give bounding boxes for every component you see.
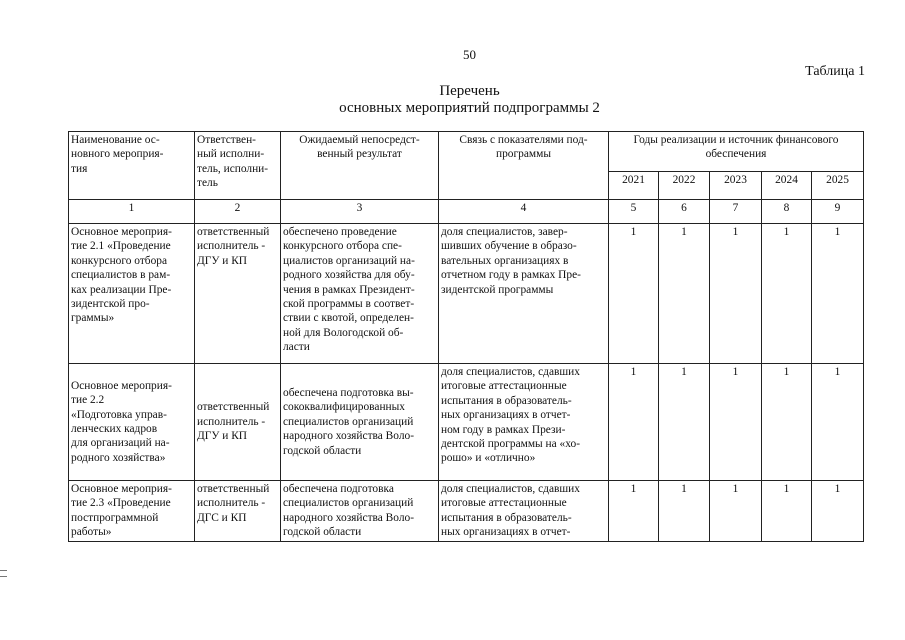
year-value: 1 bbox=[609, 224, 659, 364]
column-numbers-row bbox=[69, 200, 864, 224]
column-number: 8 bbox=[762, 200, 812, 224]
header-year: 2023 bbox=[710, 172, 762, 200]
activity-name: Основное мероприя- тие 2.2 «Подготовка управ- ленческих кадров для организаций на- родного хозяйства» bbox=[69, 364, 195, 481]
year-value: 1 bbox=[762, 224, 812, 364]
column-number: 5 bbox=[609, 200, 659, 224]
year-value: 1 bbox=[710, 364, 762, 481]
expected-result: обеспечена подготовка специалистов организаций народного хозяйства Воло- годской области bbox=[283, 483, 415, 539]
expected-result: обеспечено проведение конкурсного отбора спе- циалистов организаций на- родного хозяйства для обу- чения в рамках Президент- ской программы в соответ- ствии с квотой, определен- ной для Вологодской об- ласти bbox=[281, 224, 439, 364]
year-value: 1 bbox=[812, 224, 864, 364]
year-value: 1 bbox=[609, 481, 659, 542]
year-value: 1 bbox=[710, 481, 762, 542]
margin-mark bbox=[0, 570, 7, 571]
year-value: 1 bbox=[812, 364, 864, 481]
header-executor: Ответствен- ный исполни- тель, исполни- тель bbox=[195, 132, 281, 200]
header-expected-result: Ожидаемый непосредст- венный результат bbox=[281, 132, 439, 200]
year-value: 1 bbox=[659, 481, 710, 542]
column-number: 7 bbox=[710, 200, 762, 224]
activity-name: Основное мероприя- тие 2.3 «Проведение постпрограммной работы» bbox=[71, 483, 172, 539]
indicator-link: доля специалистов, завер- шивших обучение в образо- вательных организациях в отчетном году в рамках Пре- зидентской программы bbox=[439, 224, 609, 364]
activity-name: Основное мероприя- тие 2.1 «Проведение конкурсного отбора специалистов в рам- ках реализации Пре- зидентской про- граммы» bbox=[69, 224, 195, 364]
column-number: 6 bbox=[659, 200, 710, 224]
header-indicator-link: Связь с показателями под- программы bbox=[439, 132, 609, 200]
year-value: 1 bbox=[609, 364, 659, 481]
header-years-group: Годы реализации и источник финансового обеспечения bbox=[609, 132, 864, 172]
executor: ответственный исполнитель - ДГУ и КП bbox=[195, 224, 281, 364]
table-row bbox=[69, 224, 864, 364]
document-title bbox=[0, 83, 905, 117]
header-row bbox=[69, 132, 864, 172]
expected-result: обеспечена подготовка вы- сококвалифицированных специалистов организаций народного хозяйства Воло- годской области bbox=[281, 364, 439, 481]
title-line-2: основных мероприятий подпрограммы 2 bbox=[339, 100, 600, 116]
executor: ответственный исполнитель - ДГС и КП bbox=[197, 483, 270, 524]
header-year: 2024 bbox=[762, 172, 812, 200]
margin-mark bbox=[0, 576, 7, 577]
table-row bbox=[69, 481, 864, 542]
column-number: 3 bbox=[281, 200, 439, 224]
column-number: 9 bbox=[812, 200, 864, 224]
indicator-link: доля специалистов, сдавших итоговые аттестационные испытания в образователь- ных организациях в отчет- bbox=[441, 483, 580, 539]
page-number: 50 bbox=[463, 47, 476, 62]
executor: ответственный исполнитель - ДГУ и КП bbox=[195, 364, 281, 481]
header-activity-name: Наименование ос- новного мероприя- тия bbox=[69, 132, 195, 200]
year-value: 1 bbox=[762, 364, 812, 481]
year-value: 1 bbox=[659, 224, 710, 364]
table-label: Таблица 1 bbox=[805, 64, 865, 79]
indicator-link: доля специалистов, сдавших итоговые аттестационные испытания в образователь- ных организациях в отчет- ном году в рамках Прези- дентской программы на «хо- рошо» и «отлично» bbox=[439, 364, 609, 481]
year-value: 1 bbox=[812, 481, 864, 542]
year-value: 1 bbox=[762, 481, 812, 542]
column-number: 1 bbox=[69, 200, 195, 224]
header-year: 2021 bbox=[609, 172, 659, 200]
year-value: 1 bbox=[710, 224, 762, 364]
header-year: 2025 bbox=[812, 172, 864, 200]
table-row bbox=[69, 364, 864, 481]
column-number: 2 bbox=[195, 200, 281, 224]
header-year: 2022 bbox=[659, 172, 710, 200]
title-line-1: Перечень bbox=[439, 83, 500, 99]
activities-table bbox=[68, 131, 864, 542]
column-number: 4 bbox=[439, 200, 609, 224]
year-value: 1 bbox=[659, 364, 710, 481]
